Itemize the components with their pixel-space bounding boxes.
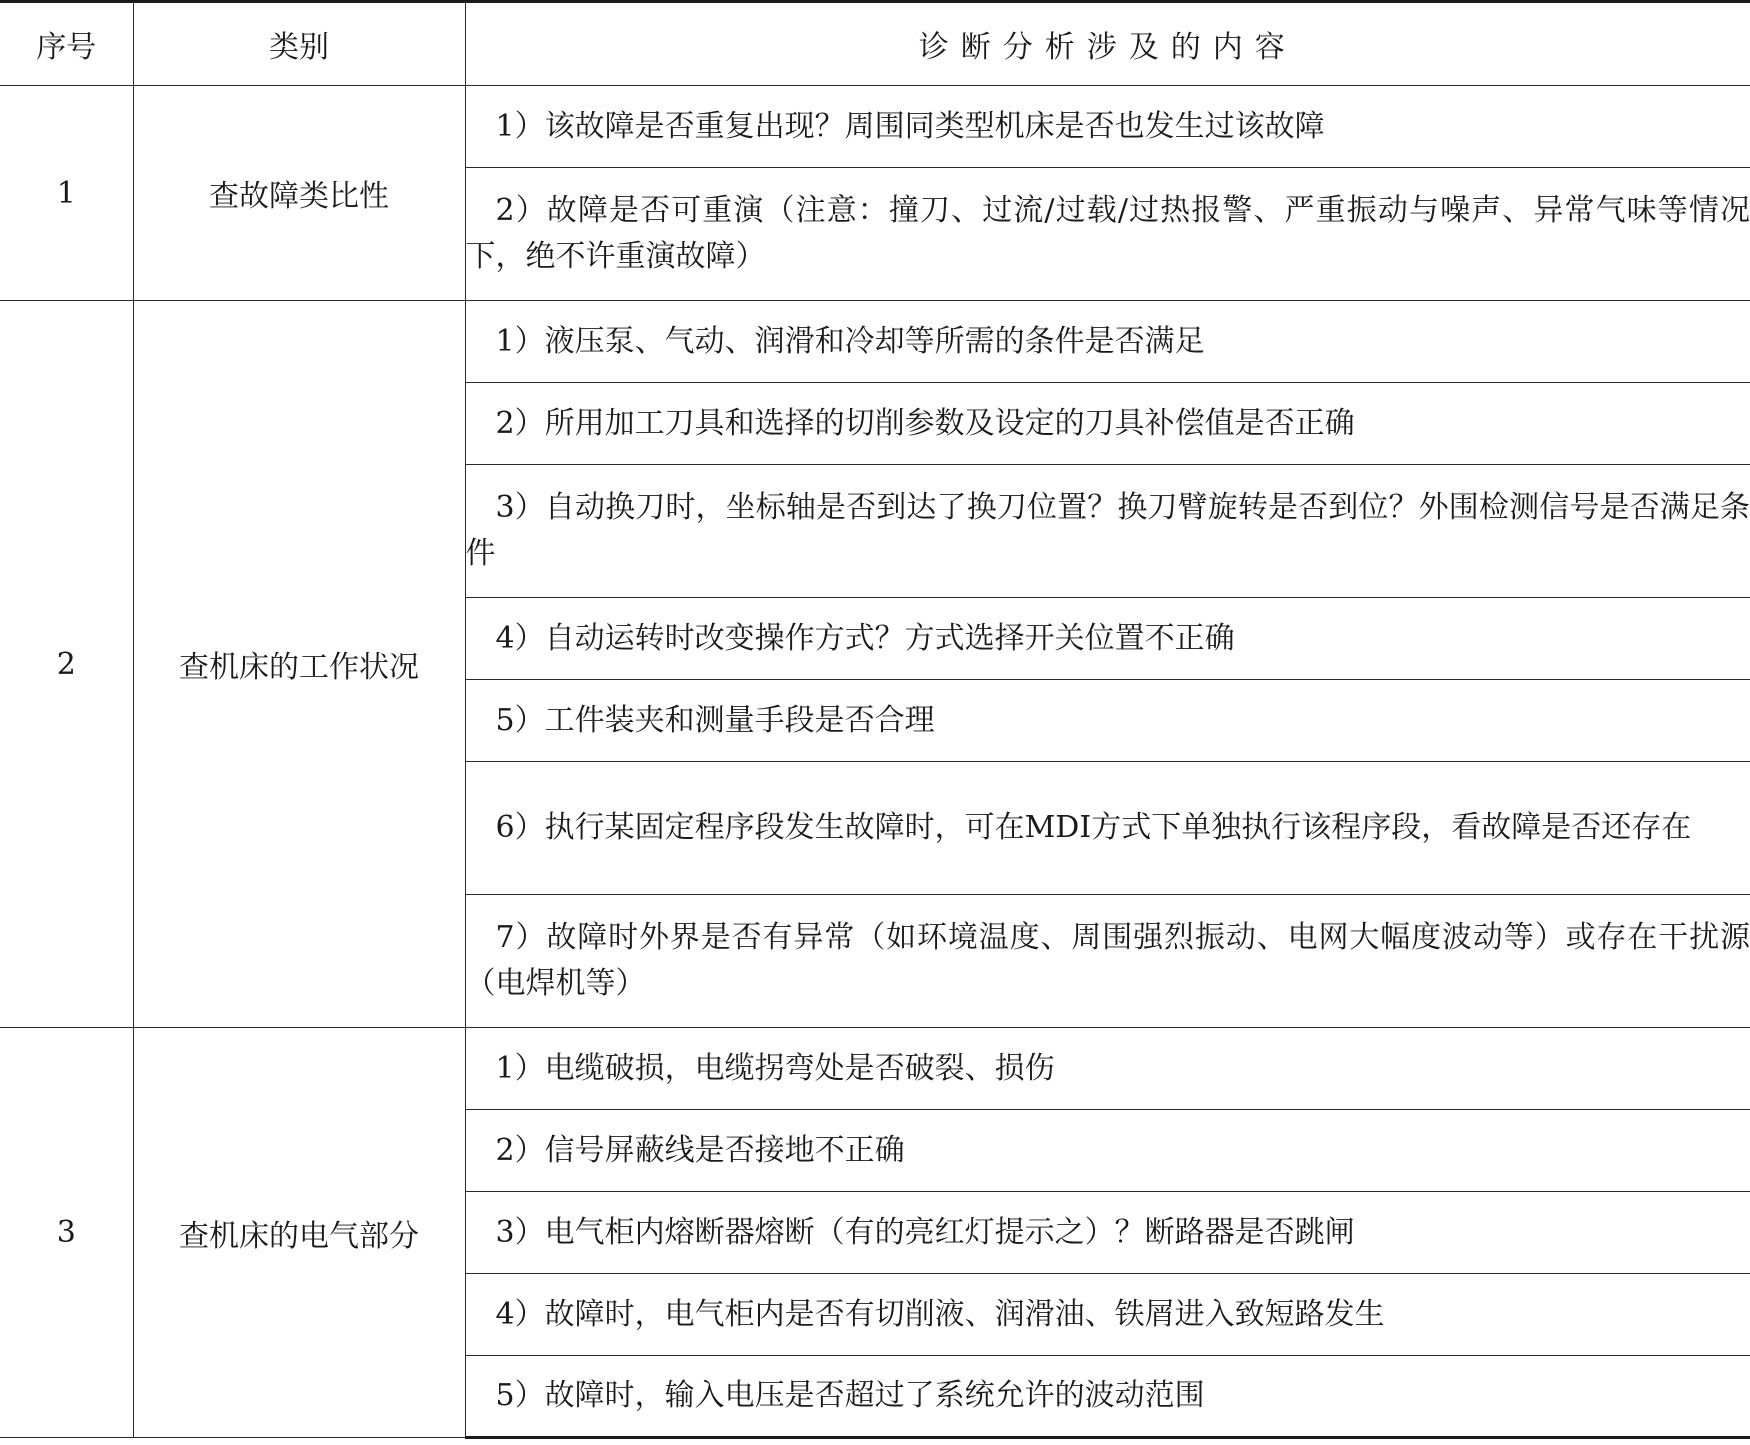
- group-category: 查机床的工作状况: [133, 301, 465, 1028]
- group-number: 3: [0, 1028, 133, 1438]
- table-row: [0, 86, 1750, 168]
- check-item: 1）电缆破损，电缆拐弯处是否破裂、损伤: [465, 1028, 1750, 1110]
- check-item: 2）所用加工刀具和选择的切削参数及设定的刀具补偿值是否正确: [465, 383, 1750, 465]
- check-item: 2）故障是否可重演（注意：撞刀、过流/过载/过热报警、严重振动与噪声、异常气味等情况下，绝不许重演故障）: [465, 168, 1750, 301]
- header-category: 类别: [133, 2, 465, 86]
- check-item: 7）故障时外界是否有异常（如环境温度、周围强烈振动、电网大幅度波动等）或存在干扰源（电焊机等）: [465, 895, 1750, 1028]
- group-category: 查故障类比性: [133, 86, 465, 301]
- check-item: 4）自动运转时改变操作方式？方式选择开关位置不正确: [465, 598, 1750, 680]
- check-item: 3）自动换刀时，坐标轴是否到达了换刀位置？换刀臂旋转是否到位？外围检测信号是否满足条件: [465, 465, 1750, 598]
- check-item: 1）液压泵、气动、润滑和冷却等所需的条件是否满足: [465, 301, 1750, 383]
- group-category: 查机床的电气部分: [133, 1028, 465, 1438]
- header-no: 序号: [0, 2, 133, 86]
- check-item: 5）故障时，输入电压是否超过了系统允许的波动范围: [465, 1356, 1750, 1438]
- group-number: 2: [0, 301, 133, 1028]
- check-item: 4）故障时，电气柜内是否有切削液、润滑油、铁屑进入致短路发生: [465, 1274, 1750, 1356]
- check-item: 6）执行某固定程序段发生故障时，可在MDI方式下单独执行该程序段，看故障是否还存在: [465, 762, 1750, 895]
- header-row: [0, 2, 1750, 86]
- table-row: [0, 301, 1750, 383]
- header-content: 诊断分析涉及的内容: [465, 2, 1750, 86]
- table-row: [0, 1028, 1750, 1110]
- check-item: 1）该故障是否重复出现？周围同类型机床是否也发生过该故障: [465, 86, 1750, 168]
- check-item: 2）信号屏蔽线是否接地不正确: [465, 1110, 1750, 1192]
- check-item: 3）电气柜内熔断器熔断（有的亮红灯提示之）？断路器是否跳闸: [465, 1192, 1750, 1274]
- check-item: 5）工件装夹和测量手段是否合理: [465, 680, 1750, 762]
- group-number: 1: [0, 86, 133, 301]
